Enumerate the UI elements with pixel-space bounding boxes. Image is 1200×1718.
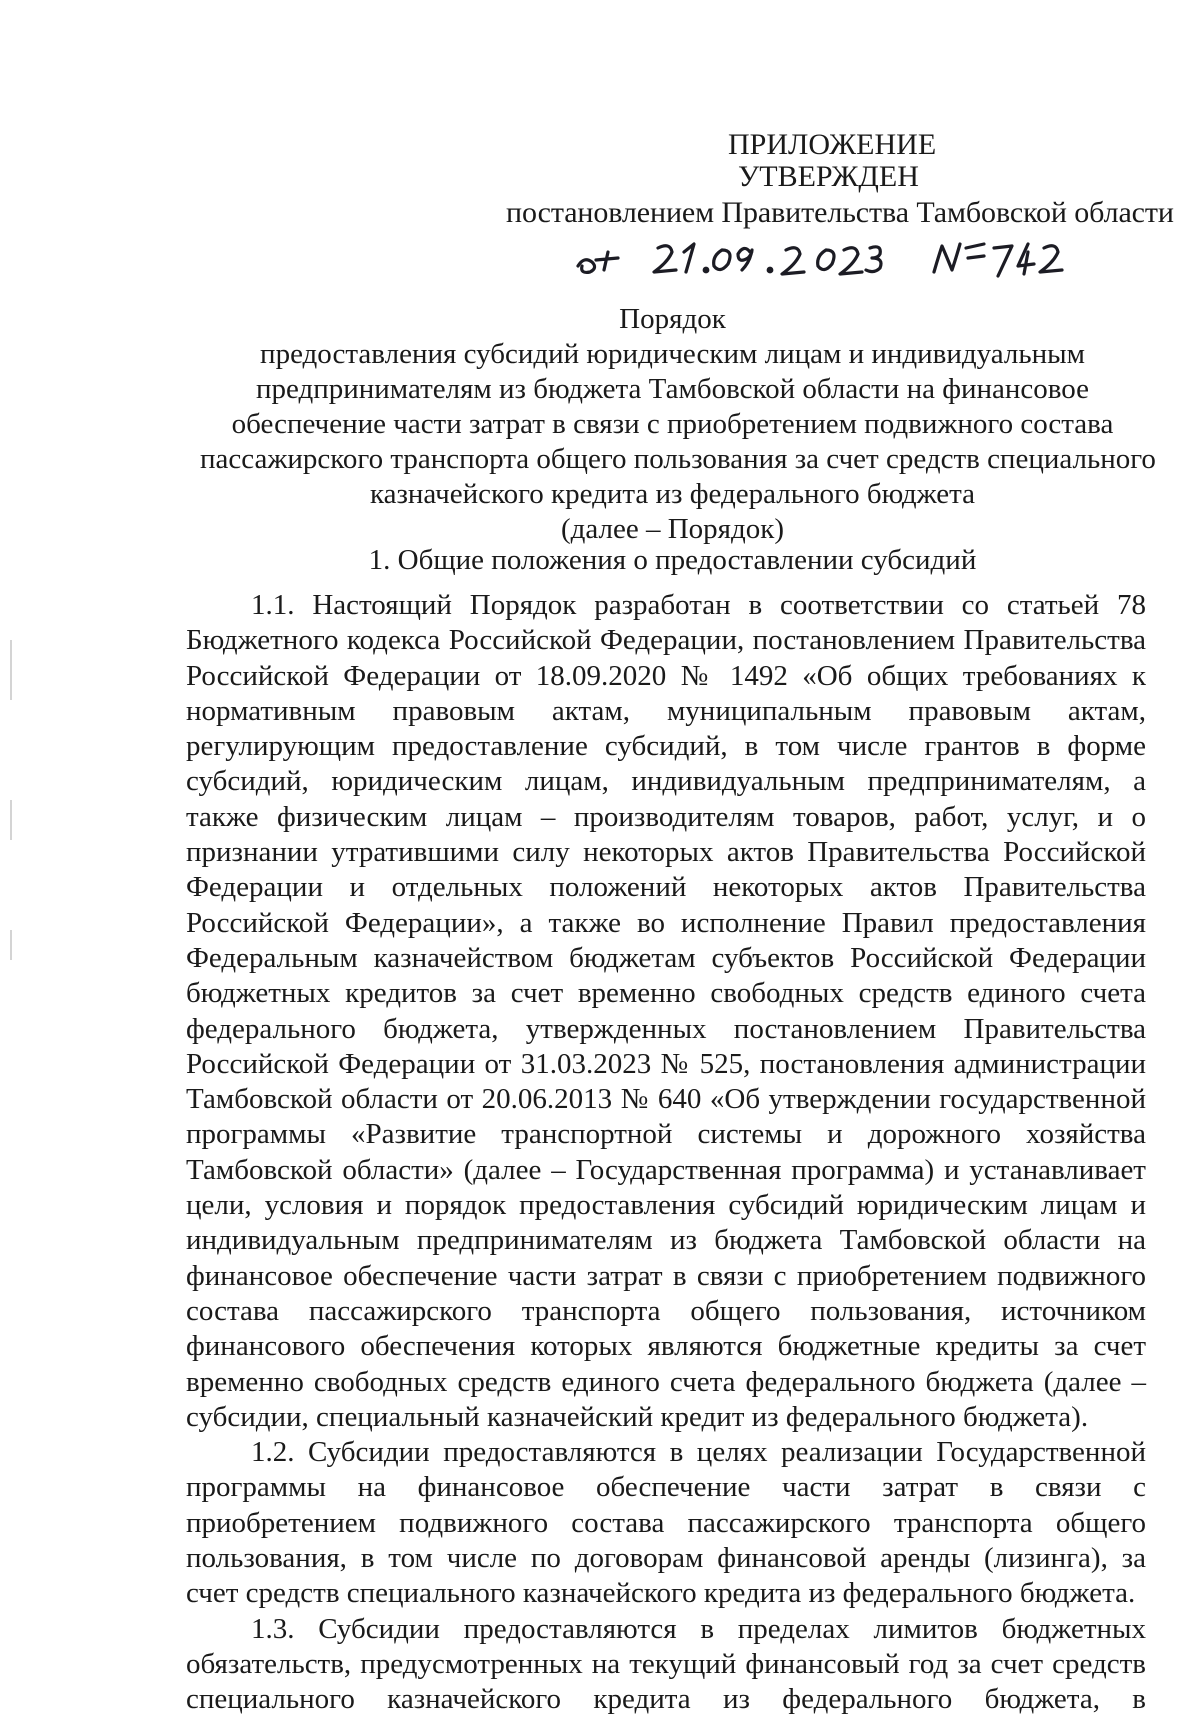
handwritten-date-number xyxy=(574,230,1074,290)
approved-label: УТВЕРЖДЕН xyxy=(738,160,919,193)
title-line: пассажирского транспорта общего пользования за счет средств специального xyxy=(200,443,1156,475)
scan-margin-mark xyxy=(10,640,12,700)
appendix-label: ПРИЛОЖЕНИЕ xyxy=(728,128,937,161)
scan-margin-mark xyxy=(10,930,12,960)
section-heading: 1. Общие положения о предоставлении субсидий xyxy=(368,544,977,576)
section-body xyxy=(186,588,1146,1718)
resolution-label: постановлением Правительства Тамбовской области xyxy=(506,196,1174,229)
paragraph-1-3: 1.3. Субсидии предоставляются в пределах лимитов бюджетных обязательств, предусмотренных на текущий финансовый год за счет средств специального казначейского кредита из федерального бюджета, в xyxy=(186,1612,1146,1716)
title-line: казначейского кредита из федерального бюджета xyxy=(369,478,976,510)
title-line: обеспечение части затрат в связи с приобретением подвижного состава xyxy=(231,408,1114,440)
title-line: предоставления субсидий юридическим лицам и индивидуальным xyxy=(260,338,1085,370)
title-line: (далее – Порядок) xyxy=(560,513,785,545)
handwritten-signature-line xyxy=(574,230,1074,290)
title-line: предпринимателям из бюджета Тамбовской области на финансовое xyxy=(255,373,1090,405)
paragraph-1-1: 1.1. Настоящий Порядок разработан в соответствии со статьей 78 Бюджетного кодекса Российской Федерации, постановлением Правительства Российской Федерации от 18.09.2020 № 1492 «Об общих требованиях к нормативным правовым актам, муниципальным правовым актам, регулирующим предоставление субсидий, в том числе грантов в форме субсидий, юридическим лицам, индивидуальным предпринимателям, а также физическим лицам – производителям товаров, работ, услуг, и о признании утратившими силу некоторых актов Правительства Российской Федерации и отдельных положений некоторых актов Правительства Российской Федерации», а также во исполнение Правил предоставления Федеральным казначейством бюджетам субъектов Российской Федерации бюджетных кредитов за счет временно свободных средств единого счета федерального бюджета, утвержденных постановлением Правительства Российской Федерации от 31.03.2023 № 525, постановления администрации Тамбовской области от 20.06.2013 № 640 «Об утверждении государственной программы «Развитие транспортной системы и дорожного хозяйства Тамбовской области» (далее – Государственная программа) и устанавливает цели, условия и порядок предоставления субсидий юридическим лицам и индивидуальным предпринимателям из бюджета Тамбовской области на финансовое обеспечение части затрат в связи с приобретением подвижного состава пассажирского транспорта общего пользования, источником финансового обеспечения которых являются бюджетные кредиты за счет временно свободных средств единого счета федерального бюджета (далее – субсидии, специальный казначейский кредит из федерального бюджета). xyxy=(186,589,1146,1433)
title-word: Порядок xyxy=(619,303,726,335)
paragraph-1-2: 1.2. Субсидии предоставляются в целях реализации Государственной программы на финансовое обеспечение части затрат в связи с приобретением подвижного состава пассажирского транспорта общего пользования, в том числе по договорам финансовой аренды (лизинга), за счет средств специального казначейского кредита из федерального бюджета. xyxy=(186,1436,1146,1610)
scan-margin-mark xyxy=(10,800,12,840)
document-title xyxy=(200,302,1156,547)
